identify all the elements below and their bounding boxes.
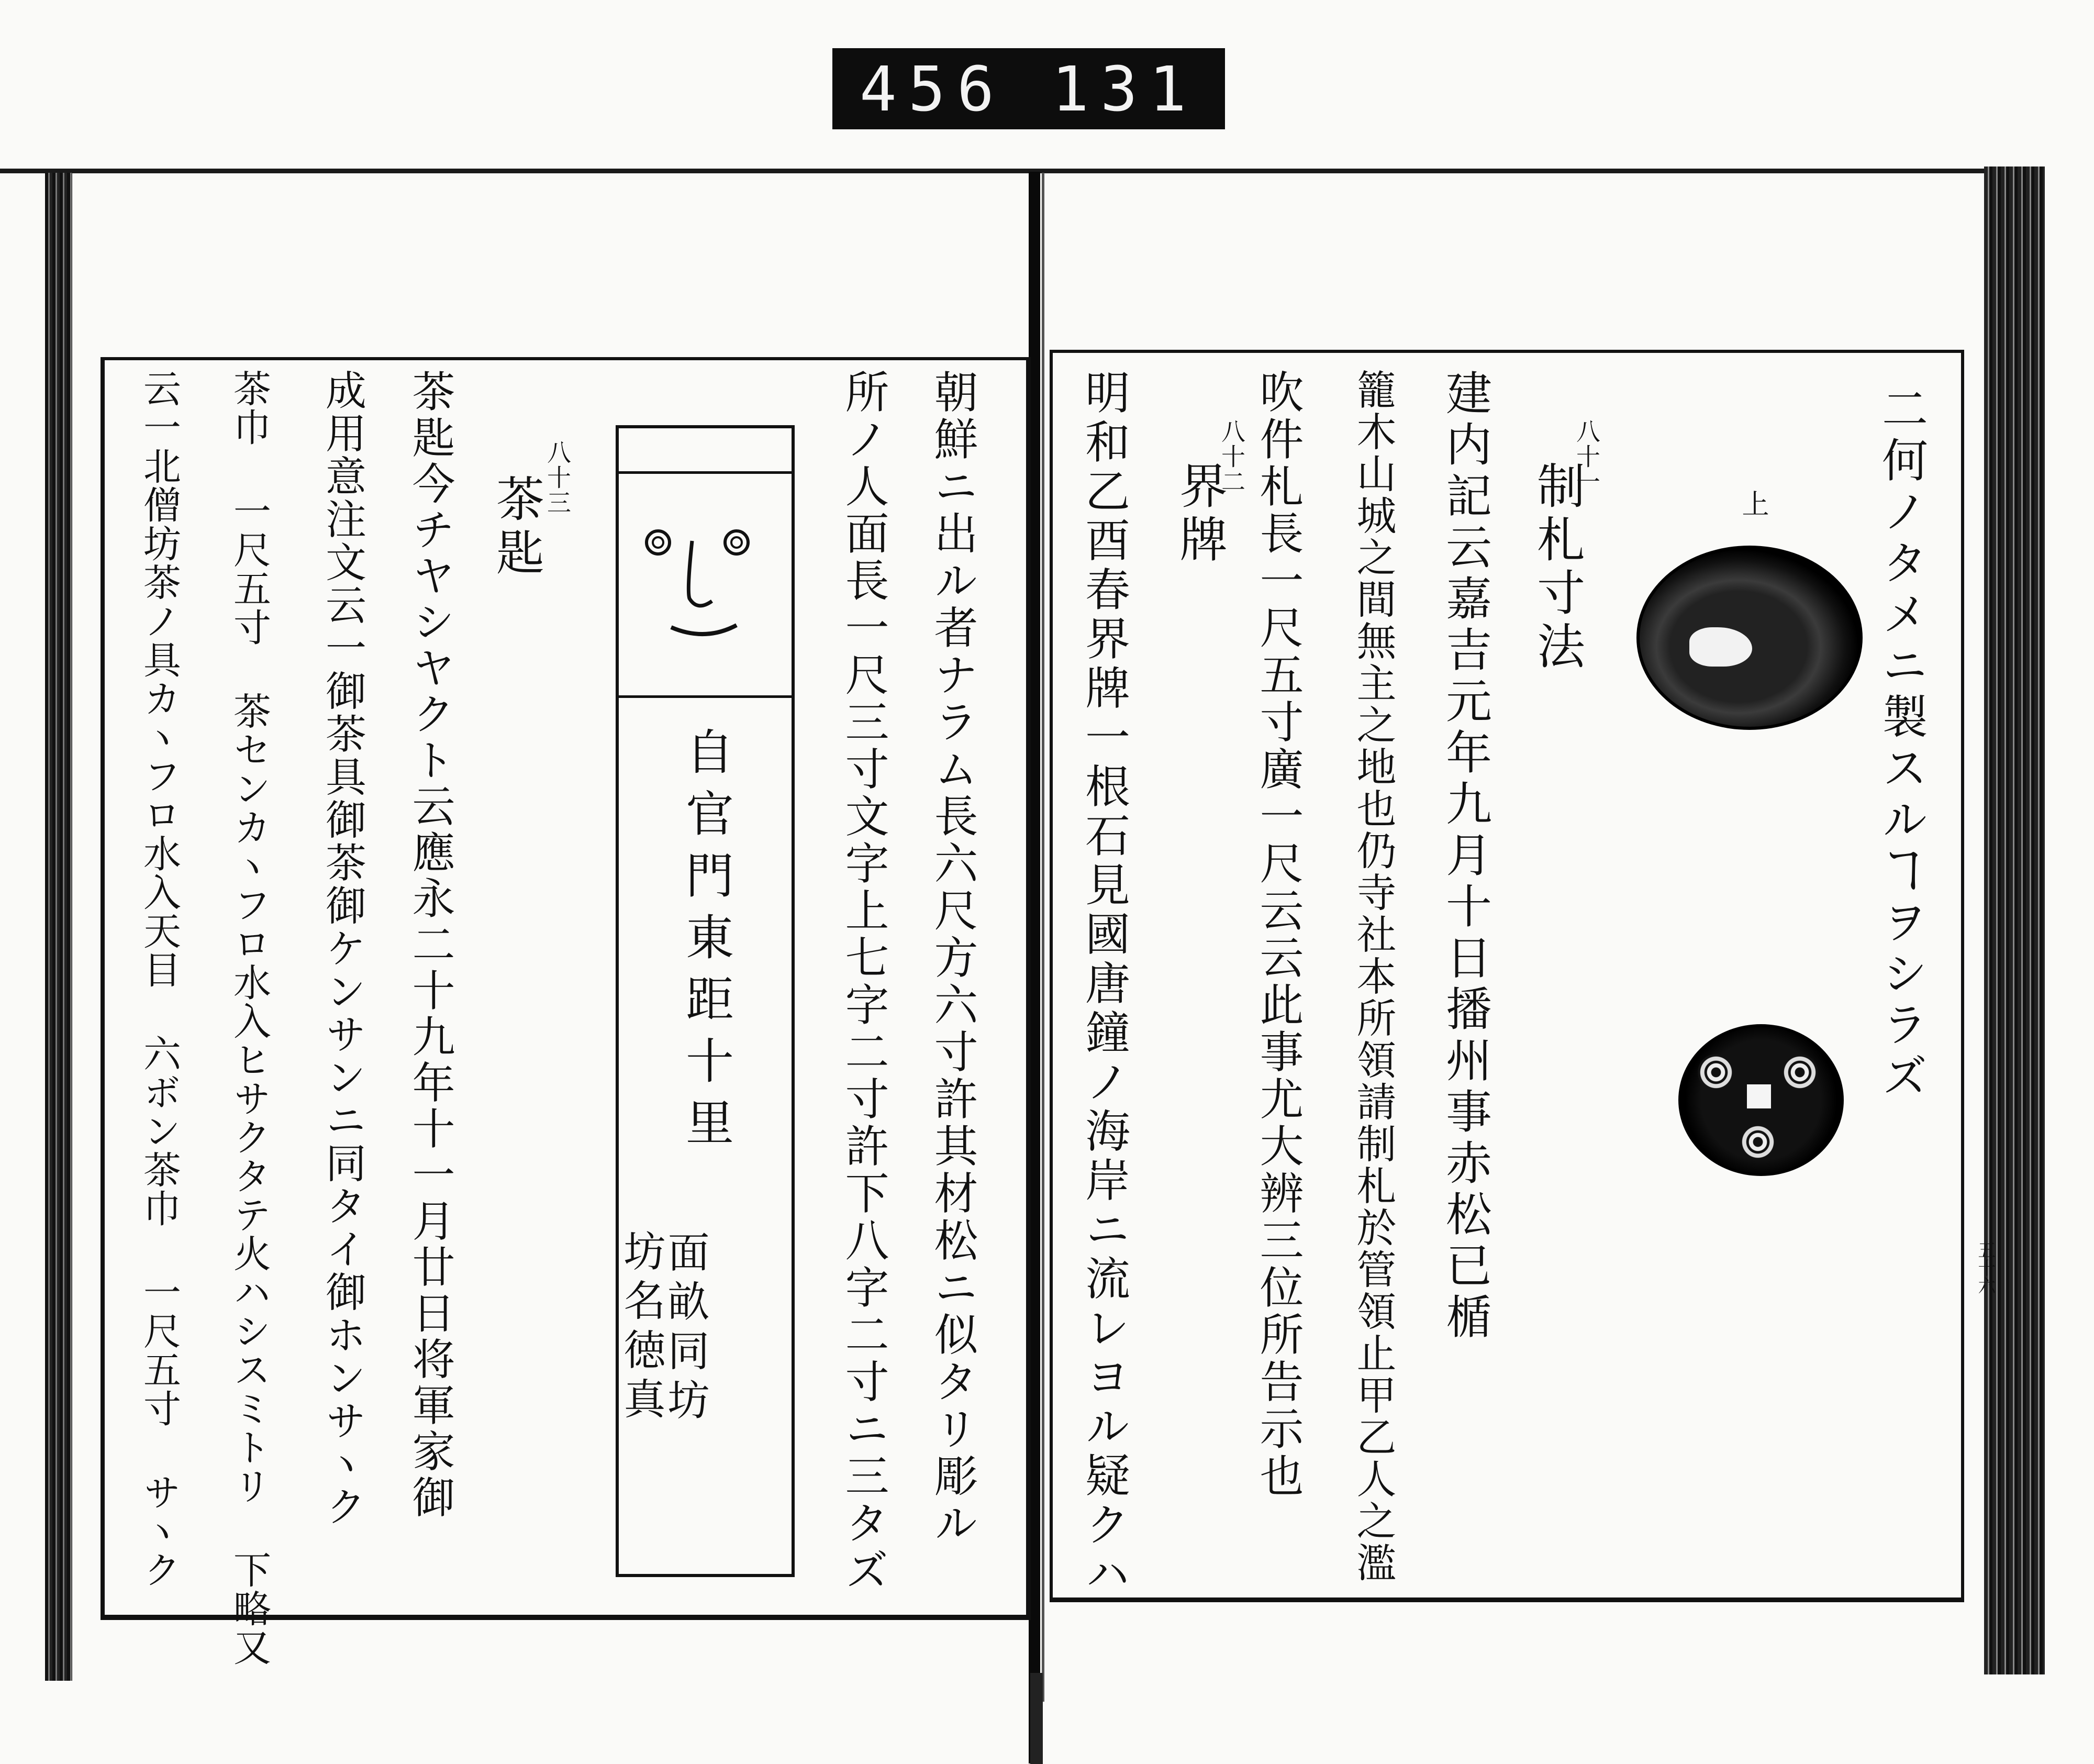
right-heading-top: 二何ノタメニ製スルヿヲシラズ <box>1875 385 1929 1103</box>
section-82-title: 界牌 <box>1172 461 1228 568</box>
signpost-side-text-left: 面畝同坊 <box>661 1230 709 1427</box>
section-81-line-3: 吹件札長一尺五寸廣一尺云云此事尤大辨三位所告示也 <box>1253 369 1304 1500</box>
section-83-line-2: 成用意注文云一御茶具御茶御ケンサンニ同タイ御ホンサヽク <box>319 369 366 1528</box>
left-line-1: 朝鮮ニ出ル者ナラム長六尺方六寸許其材松ニ似タリ彫ル <box>927 369 978 1547</box>
call-number-label <box>832 48 1225 129</box>
book-left-edge <box>45 173 72 1681</box>
section-83-line-1: 茶匙今チヤシヤクト云應永二十九年十一月廿日将軍家御 <box>405 369 455 1521</box>
coin-label: 上 <box>1737 490 1768 519</box>
coin-hole <box>1747 1084 1771 1108</box>
page-number: 五十六 <box>1975 1241 1996 1294</box>
section-83-title: 茶匙 <box>488 474 544 581</box>
left-line-2: 所ノ人面長一尺三寸文字上七字二寸許下八字二寸ニ三タズ <box>838 369 889 1594</box>
section-83-number: 八十三 <box>543 440 572 515</box>
call-number-left: 456 <box>859 52 1006 125</box>
flower-ornament <box>1698 1054 1734 1091</box>
coin-hole <box>1689 627 1752 667</box>
section-81-line-1: 建内記云嘉吉元年九月十日播州事赤松已楯 <box>1439 369 1492 1344</box>
section-83-line-4: 云一北僧坊茶ノ具カヽフロ水入天目 六ボン茶巾 一尺五寸 サヽク <box>137 369 181 1589</box>
book-gutter-shadow <box>1042 173 1044 1702</box>
flower-ornament <box>1781 1054 1818 1091</box>
section-83-line-3: 茶巾 一尺五寸 茶センカヽフロ水入ヒサクタテ火ハシスミトリ 下略又 <box>227 369 271 1667</box>
section-81-line-2: 籠木山城之間無主之地也仍寺社本所領請制札於管領止甲乙人之濫 <box>1350 369 1397 1584</box>
book-right-edge <box>1984 167 2045 1674</box>
call-number-right: 131 <box>1052 52 1198 125</box>
book-top-edge <box>0 169 2031 173</box>
signpost-main-text: 自官門東距十里 <box>678 727 734 1159</box>
signpost-divider <box>619 695 792 698</box>
coin-illustration-top <box>1636 546 1863 730</box>
flower-ornament <box>1740 1124 1776 1160</box>
section-82-number: 八十二 <box>1218 419 1246 494</box>
section-82-line-1: 明和乙酉春界牌一根石見國唐鐘ノ海岸ニ流レヨル疑クハ <box>1077 369 1130 1600</box>
book-ribbon <box>1030 1673 1043 1764</box>
signpost-face <box>619 475 792 695</box>
coin-illustration-bottom <box>1678 1024 1844 1176</box>
section-81-number: 八十一 <box>1573 419 1601 494</box>
signpost-side-text-right: 坊名徳真 <box>617 1229 665 1426</box>
signpost-cap-line <box>619 471 792 474</box>
section-81-title: 制札寸法 <box>1529 461 1585 674</box>
